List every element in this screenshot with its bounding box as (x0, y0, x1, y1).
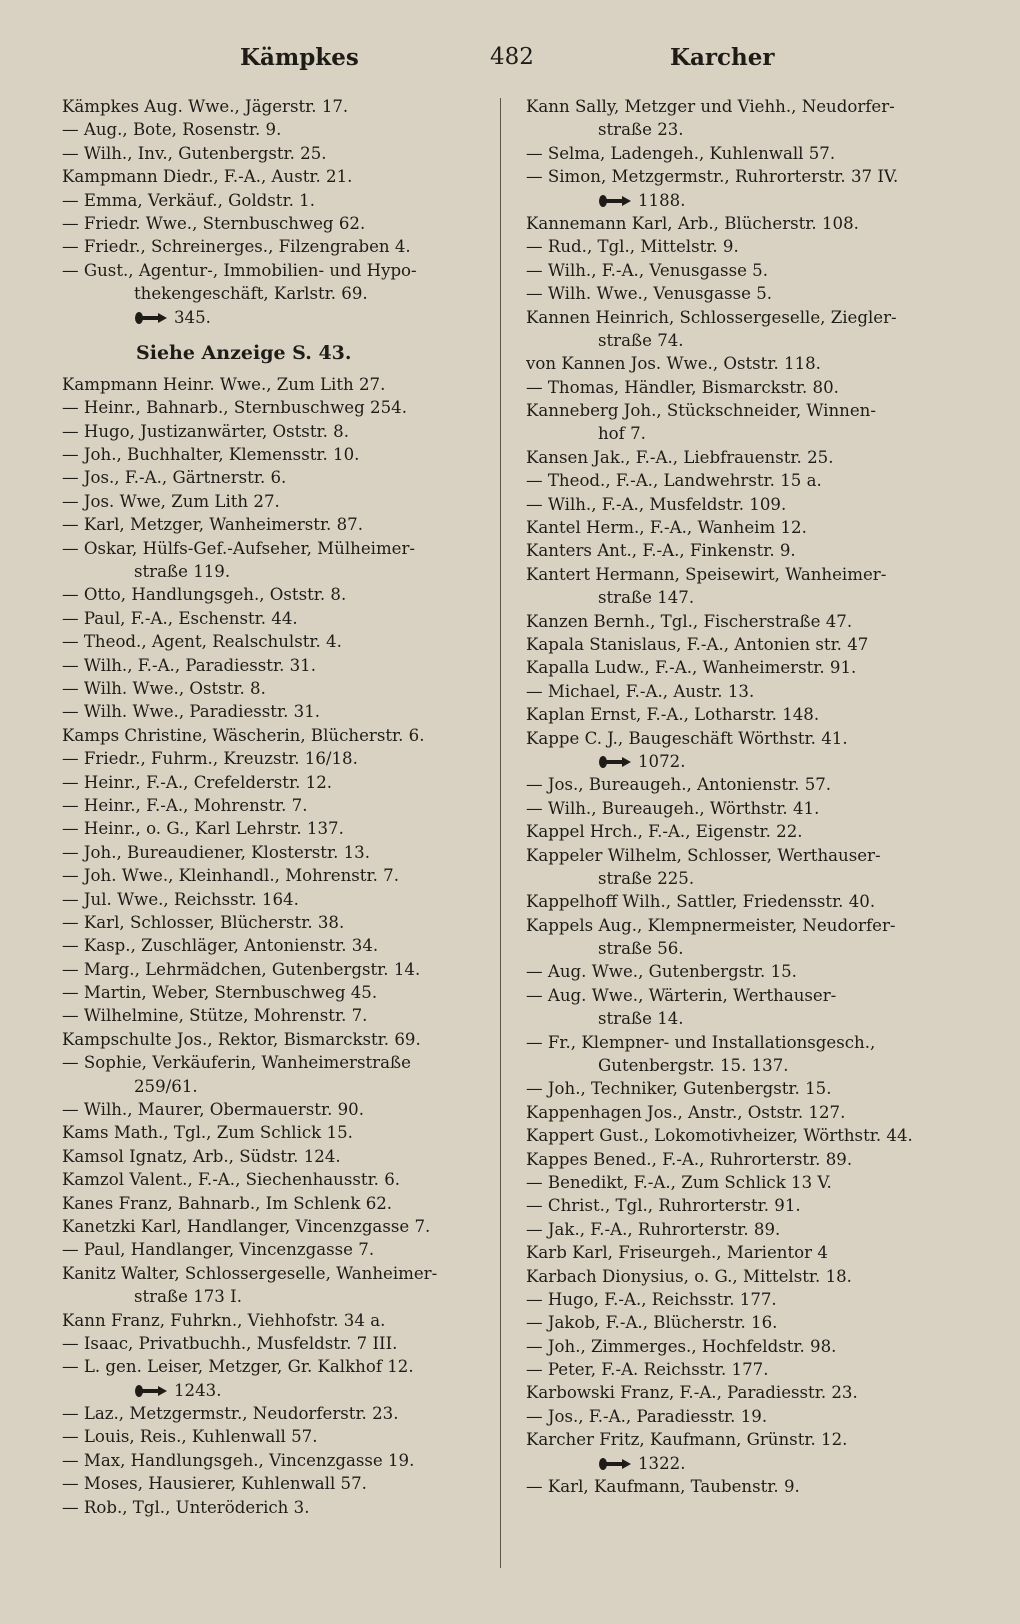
directory-entry (62, 1121, 492, 1144)
entry-text: — Simon, Metzgermstr., Ruhrorterstr. 37 IV. (526, 167, 899, 187)
entry-text: Kantel Herm., F.-A., Wanheim 12. (526, 518, 807, 538)
entry-text: — Laz., Metzgermstr., Neudorferstr. 23. (62, 1404, 399, 1424)
entry-text: — Heinr., Bahnarb., Sternbuschweg 254. (62, 398, 407, 418)
entry-continuation (526, 937, 956, 960)
directory-entry (62, 1355, 492, 1378)
directory-entry (62, 864, 492, 887)
directory-entry (526, 376, 956, 399)
entry-text: Kappenhagen Jos., Anstr., Oststr. 127. (526, 1102, 846, 1122)
directory-entry (62, 583, 492, 606)
phone-number-line (526, 750, 956, 773)
entry-text: Kampschulte Jos., Rektor, Bismarckstr. 69. (62, 1029, 421, 1049)
phone-number-line (62, 306, 492, 329)
continuation-text: straße 147. (598, 588, 695, 608)
entry-text: — Joh., Buchhalter, Klemensstr. 10. (62, 445, 360, 465)
directory-entry (526, 1031, 956, 1054)
continuation-text: straße 23. (598, 120, 684, 140)
entry-continuation (62, 1285, 492, 1308)
entry-continuation (526, 118, 956, 141)
entry-text: — Karl, Metzger, Wanheimerstr. 87. (62, 515, 363, 535)
phone-number: 1243. (174, 1380, 222, 1400)
entry-text: — Joh. Wwe., Kleinhandl., Mohrenstr. 7. (62, 866, 399, 886)
entry-continuation (62, 560, 492, 583)
entry-text: — Otto, Handlungsgeh., Oststr. 8. (62, 585, 347, 605)
directory-entry (526, 165, 956, 188)
entry-text: Kamps Christine, Wäscherin, Blücherstr. 6. (62, 725, 425, 745)
entry-continuation (62, 282, 492, 305)
entry-text: — Max, Handlungsgeh., Vincenzgasse 19. (62, 1450, 415, 1470)
entry-text: — Thomas, Händler, Bismarckstr. 80. (526, 377, 839, 397)
continuation-text: hof 7. (598, 424, 646, 444)
entry-text: — Aug. Wwe., Gutenbergstr. 15. (526, 962, 797, 982)
directory-entry (62, 958, 492, 981)
entry-text: — Joh., Techniker, Gutenbergstr. 15. (526, 1079, 832, 1099)
entry-text: — Wilh. Wwe., Oststr. 8. (62, 678, 266, 698)
continuation-text: straße 225. (598, 868, 695, 888)
entry-text: — Heinr., o. G., Karl Lehrstr. 137. (62, 819, 344, 839)
directory-entry (62, 1402, 492, 1425)
entry-text: — Kasp., Zuschläger, Antonienstr. 34. (62, 936, 379, 956)
left-column (62, 95, 492, 1519)
directory-entry (526, 95, 956, 118)
directory-entry (526, 773, 956, 796)
entry-text: Kamsol Ignatz, Arb., Südstr. 124. (62, 1146, 341, 1166)
header-left-keyword: Kämpkes (240, 44, 359, 71)
entry-text: Kapala Stanislaus, F.-A., Antonien str. 47 (526, 634, 869, 654)
entry-text: — Heinr., F.-A., Crefelderstr. 12. (62, 772, 333, 792)
directory-entry (62, 142, 492, 165)
continuation-text: straße 119. (134, 562, 231, 582)
directory-entry (62, 700, 492, 723)
phone-number: 1072. (638, 751, 686, 771)
entry-text: Kappe C. J., Baugeschäft Wörthstr. 41. (526, 728, 848, 748)
entry-text: Karbach Dionysius, o. G., Mittelstr. 18. (526, 1266, 852, 1286)
entry-text: — Wilhelmine, Stütze, Mohrenstr. 7. (62, 1006, 368, 1026)
entry-text: — Friedr. Wwe., Sternbuschweg 62. (62, 213, 366, 233)
directory-entry (526, 680, 956, 703)
entry-text: — Friedr., Fuhrm., Kreuzstr. 16/18. (62, 749, 358, 769)
directory-entry (62, 95, 492, 118)
entry-text: — Paul, Handlanger, Vincenzgasse 7. (62, 1240, 375, 1260)
directory-entry (62, 420, 492, 443)
directory-entry (62, 1449, 492, 1472)
entry-text: Kappert Gust., Lokomotivheizer, Wörthstr. 44. (526, 1126, 913, 1146)
directory-entry (526, 516, 956, 539)
entry-text: — Jakob, F.-A., Blücherstr. 16. (526, 1313, 778, 1333)
directory-entry (526, 1101, 956, 1124)
directory-entry (62, 1051, 492, 1074)
entry-text: Kappes Bened., F.-A., Ruhrorterstr. 89. (526, 1149, 853, 1169)
directory-entry (62, 1192, 492, 1215)
continuation-text: Gutenbergstr. 15. 137. (598, 1056, 789, 1076)
telephone-icon (598, 755, 632, 769)
header-right-keyword: Karcher (670, 44, 775, 71)
directory-entry (62, 794, 492, 817)
directory-entry (526, 259, 956, 282)
entry-text: — Marg., Lehrmädchen, Gutenbergstr. 14. (62, 959, 421, 979)
directory-entry (526, 820, 956, 843)
entry-text: — Wilh. Wwe., Venusgasse 5. (526, 284, 773, 304)
directory-entry (62, 911, 492, 934)
directory-entry (62, 1168, 492, 1191)
directory-entry (62, 165, 492, 188)
entry-text: — Wilh., Inv., Gutenbergstr. 25. (62, 143, 327, 163)
directory-entry (526, 610, 956, 633)
directory-entry (62, 396, 492, 419)
continuation-text: 259/61. (134, 1076, 198, 1096)
directory-entry (62, 1332, 492, 1355)
entry-text: — Selma, Ladengeh., Kuhlenwall 57. (526, 143, 836, 163)
directory-entry (62, 771, 492, 794)
entry-text: Kansen Jak., F.-A., Liebfrauenstr. 25. (526, 447, 834, 467)
directory-entry (526, 633, 956, 656)
entry-text: — Theod., Agent, Realschulstr. 4. (62, 632, 342, 652)
directory-entry (526, 352, 956, 375)
entry-text: — Friedr., Schreinerges., Filzengraben 4. (62, 237, 411, 257)
entry-text: — Jos., Bureaugeh., Antonienstr. 57. (526, 775, 832, 795)
directory-entry (62, 1472, 492, 1495)
entry-text: Kann Sally, Metzger und Viehh., Neudorfer- (526, 97, 895, 116)
column-divider (500, 98, 501, 1568)
entry-text: — Isaac, Privatbuchh., Musfeldstr. 7 III. (62, 1333, 398, 1353)
directory-entry (62, 212, 492, 235)
directory-entry (526, 469, 956, 492)
entry-text: — Wilh. Wwe., Paradiesstr. 31. (62, 702, 321, 722)
phone-number: 1322. (638, 1453, 686, 1473)
entry-text: — L. gen. Leiser, Metzger, Gr. Kalkhof 12. (62, 1357, 414, 1377)
entry-text: Kanitz Walter, Schlossergeselle, Wanheimer- (62, 1263, 438, 1283)
directory-entry (62, 513, 492, 536)
entry-text: — Theod., F.-A., Landwehrstr. 15 a. (526, 471, 822, 491)
directory-entry (62, 466, 492, 489)
entry-text: — Aug., Bote, Rosenstr. 9. (62, 120, 282, 140)
directory-entry (62, 724, 492, 747)
directory-entry (526, 1475, 956, 1498)
continuation-text: straße 56. (598, 939, 684, 959)
entry-text: — Rud., Tgl., Mittelstr. 9. (526, 237, 739, 257)
directory-entry (526, 1265, 956, 1288)
directory-entry (526, 1405, 956, 1428)
directory-entry (62, 841, 492, 864)
entry-text: — Christ., Tgl., Ruhrorterstr. 91. (526, 1196, 801, 1216)
directory-entry (62, 1496, 492, 1519)
entry-text: — Michael, F.-A., Austr. 13. (526, 681, 755, 701)
entry-text: Kannemann Karl, Arb., Blücherstr. 108. (526, 213, 859, 233)
entry-text: Kanetzki Karl, Handlanger, Vincenzgasse 7. (62, 1216, 431, 1236)
entry-text: Kamzol Valent., F.-A., Siechenhausstr. 6. (62, 1170, 401, 1190)
entry-text: — Joh., Zimmerges., Hochfeldstr. 98. (526, 1336, 837, 1356)
directory-entry (526, 1381, 956, 1404)
directory-entry (526, 282, 956, 305)
directory-entry (62, 934, 492, 957)
entry-text: Karbowski Franz, F.-A., Paradiesstr. 23. (526, 1383, 858, 1403)
directory-entry (62, 1004, 492, 1027)
entry-text: — Jos. Wwe, Zum Lith 27. (62, 491, 280, 511)
entry-text: — Peter, F.-A. Reichsstr. 177. (526, 1360, 769, 1380)
entry-text: Kämpkes Aug. Wwe., Jägerstr. 17. (62, 97, 349, 116)
entry-text: — Rob., Tgl., Unteröderich 3. (62, 1497, 310, 1517)
directory-entry (62, 118, 492, 141)
phone-number-line (62, 1379, 492, 1402)
directory-entry (62, 981, 492, 1004)
entry-text: Kantert Hermann, Speisewirt, Wanheimer- (526, 564, 887, 584)
entry-text: — Fr., Klempner- und Installationsgesch., (526, 1032, 876, 1052)
directory-entry (62, 607, 492, 630)
directory-entry (526, 1218, 956, 1241)
entry-text: Kaplan Ernst, F.-A., Lotharstr. 148. (526, 705, 820, 725)
directory-entry (62, 1238, 492, 1261)
entry-text: — Wilh., F.-A., Venusgasse 5. (526, 260, 769, 280)
telephone-icon (598, 1457, 632, 1471)
directory-entry (526, 1148, 956, 1171)
entry-text: Karcher Fritz, Kaufmann, Grünstr. 12. (526, 1430, 848, 1450)
advertisement-text: Siehe Anzeige S. 43. (136, 341, 352, 364)
entry-text: — Wilh., F.-A., Paradiesstr. 31. (62, 655, 317, 675)
entry-text: Karb Karl, Friseurgeh., Marientor 4 (526, 1243, 828, 1263)
directory-entry (526, 235, 956, 258)
entry-text: — Joh., Bureaudiener, Klosterstr. 13. (62, 842, 371, 862)
directory-entry (526, 960, 956, 983)
telephone-icon (134, 1384, 168, 1398)
directory-entry (62, 490, 492, 513)
directory-entry (526, 1288, 956, 1311)
directory-entry (526, 984, 956, 1007)
entry-text: — Wilh., F.-A., Musfeldstr. 109. (526, 494, 787, 514)
entry-text: — Paul, F.-A., Eschenstr. 44. (62, 608, 298, 628)
entry-text: Kanzen Bernh., Tgl., Fischerstraße 47. (526, 611, 853, 631)
directory-entry (62, 817, 492, 840)
entry-text: — Benedikt, F.-A., Zum Schlick 13 V. (526, 1172, 832, 1192)
directory-entry (526, 656, 956, 679)
page-number: 482 (490, 44, 534, 70)
right-column (526, 95, 956, 1498)
directory-entry (62, 259, 492, 282)
entry-continuation (526, 867, 956, 890)
entry-text: — Hugo, Justizanwärter, Oststr. 8. (62, 421, 349, 441)
page-header (0, 44, 1020, 84)
phone-number: 1188. (638, 190, 686, 210)
phone-number-line (526, 189, 956, 212)
directory-entry (62, 189, 492, 212)
entry-text: Kapalla Ludw., F.-A., Wanheimerstr. 91. (526, 658, 857, 678)
entry-text: — Emma, Verkäuf., Goldstr. 1. (62, 190, 315, 210)
entry-text: — Martin, Weber, Sternbuschweg 45. (62, 983, 378, 1003)
entry-continuation (526, 586, 956, 609)
entry-text: von Kannen Jos. Wwe., Oststr. 118. (526, 354, 821, 374)
entry-text: Kappel Hrch., F.-A., Eigenstr. 22. (526, 822, 803, 842)
directory-entry (62, 888, 492, 911)
entry-text: Kannen Heinrich, Schlossergeselle, Ziegler- (526, 307, 897, 327)
directory-entry (62, 443, 492, 466)
directory-entry (62, 1309, 492, 1332)
entry-text: Kappels Aug., Klempnermeister, Neudorfer- (526, 915, 896, 935)
directory-entry (526, 446, 956, 469)
continuation-text: straße 74. (598, 330, 684, 350)
continuation-text: straße 173 I. (134, 1287, 242, 1307)
telephone-icon (598, 194, 632, 208)
entry-text: — Aug. Wwe., Wärterin, Werthauser- (526, 985, 837, 1005)
entry-text: — Oskar, Hülfs-Gef.-Aufseher, Mülheimer- (62, 538, 416, 558)
continuation-text: thekengeschäft, Karlstr. 69. (134, 284, 368, 304)
directory-entry (62, 677, 492, 700)
entry-text: — Jos., F.-A., Paradiesstr. 19. (526, 1406, 768, 1426)
entry-text: — Jak., F.-A., Ruhrorterstr. 89. (526, 1219, 781, 1239)
entry-text: — Jos., F.-A., Gärtnerstr. 6. (62, 468, 287, 488)
directory-entry (526, 1428, 956, 1451)
entry-text: Kampmann Heinr. Wwe., Zum Lith 27. (62, 374, 386, 394)
telephone-icon (134, 311, 168, 325)
entry-text: Kanneberg Joh., Stückschneider, Winnen- (526, 401, 876, 421)
directory-entry (62, 1262, 492, 1285)
directory-entry (526, 142, 956, 165)
entry-text: Kappelhoff Wilh., Sattler, Friedensstr. 40. (526, 892, 876, 912)
advertisement-reference (62, 329, 492, 373)
directory-entry (526, 1358, 956, 1381)
entry-text: — Wilh., Bureaugeh., Wörthstr. 41. (526, 798, 820, 818)
directory-entry (526, 1311, 956, 1334)
directory-entry (526, 890, 956, 913)
directory-entry (62, 1145, 492, 1168)
directory-entry (526, 563, 956, 586)
directory-entry (526, 1171, 956, 1194)
entry-text: — Karl, Schlosser, Blücherstr. 38. (62, 912, 345, 932)
entry-text: — Jul. Wwe., Reichsstr. 164. (62, 889, 299, 909)
entry-text: — Hugo, F.-A., Reichsstr. 177. (526, 1289, 777, 1309)
entry-continuation (526, 329, 956, 352)
directory-entry (526, 914, 956, 937)
directory-entry (62, 1215, 492, 1238)
directory-entry (62, 630, 492, 653)
entry-text: — Gust., Agentur-, Immobilien- und Hypo- (62, 260, 417, 280)
directory-entry (526, 493, 956, 516)
entry-text: Kanters Ant., F.-A., Finkenstr. 9. (526, 541, 796, 561)
entry-text: — Karl, Kaufmann, Taubenstr. 9. (526, 1477, 800, 1497)
entry-text: Kappeler Wilhelm, Schlosser, Werthauser- (526, 845, 881, 865)
directory-entry (62, 537, 492, 560)
entry-text: — Wilh., Maurer, Obermauerstr. 90. (62, 1100, 365, 1120)
directory-entry (62, 1098, 492, 1121)
entry-text: — Heinr., F.-A., Mohrenstr. 7. (62, 795, 308, 815)
directory-entry (526, 306, 956, 329)
directory-entry (526, 1241, 956, 1264)
directory-entry (62, 654, 492, 677)
entry-text: Kann Franz, Fuhrkn., Viehhofstr. 34 a. (62, 1310, 386, 1330)
phone-number: 345. (174, 307, 211, 327)
directory-entry (526, 399, 956, 422)
directory-entry (62, 373, 492, 396)
entry-continuation (526, 422, 956, 445)
continuation-text: straße 14. (598, 1009, 684, 1029)
entry-continuation (526, 1054, 956, 1077)
directory-entry (526, 212, 956, 235)
entry-text: Kams Math., Tgl., Zum Schlick 15. (62, 1123, 353, 1143)
directory-entry (526, 727, 956, 750)
entry-text: — Louis, Reis., Kuhlenwall 57. (62, 1427, 318, 1447)
directory-entry (62, 747, 492, 770)
phone-number-line (526, 1452, 956, 1475)
directory-entry (526, 797, 956, 820)
entry-continuation (526, 1007, 956, 1030)
entry-text: Kanes Franz, Bahnarb., Im Schlenk 62. (62, 1193, 393, 1213)
directory-entry (526, 539, 956, 562)
directory-entry (526, 1335, 956, 1358)
entry-continuation (62, 1075, 492, 1098)
directory-entry (526, 1124, 956, 1147)
directory-entry (62, 1425, 492, 1448)
directory-entry (62, 1028, 492, 1051)
entry-text: — Moses, Hausierer, Kuhlenwall 57. (62, 1474, 367, 1494)
entry-text: Kampmann Diedr., F.-A., Austr. 21. (62, 167, 353, 187)
directory-entry (526, 1194, 956, 1217)
directory-entry (526, 1077, 956, 1100)
directory-entry (526, 844, 956, 867)
entry-text: — Sophie, Verkäuferin, Wanheimerstraße (62, 1053, 411, 1073)
directory-entry (526, 703, 956, 726)
directory-entry (62, 235, 492, 258)
